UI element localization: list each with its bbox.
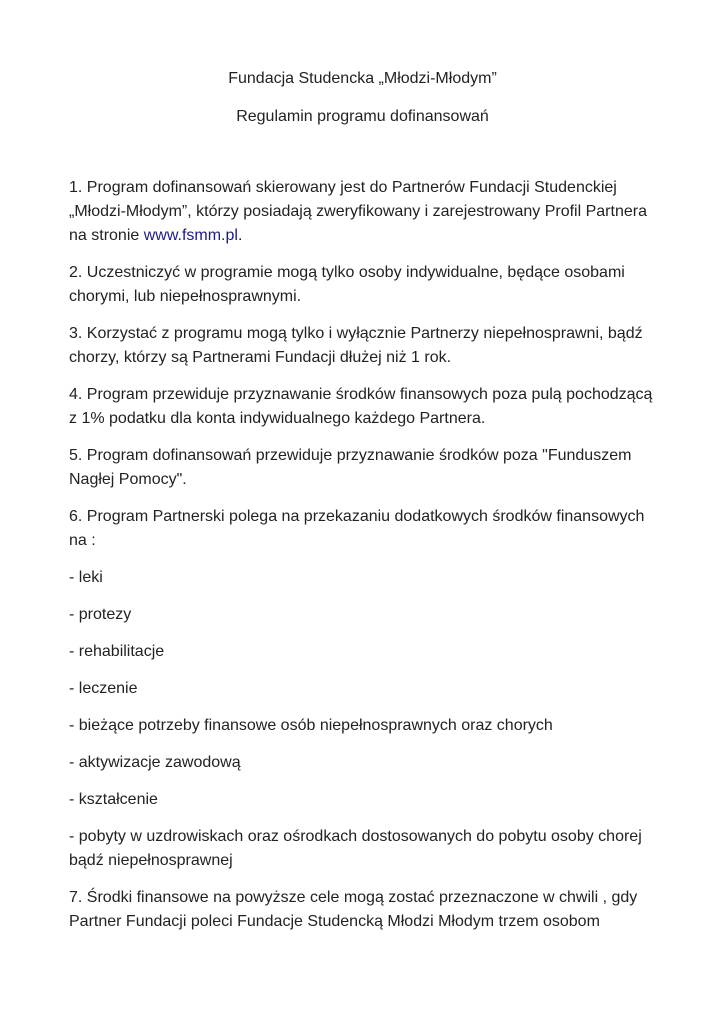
paragraph-5: 5. Program dofinansowań przewiduje przyznawanie środków poza "Funduszem Nagłej Pomocy". [69,447,632,488]
list-item: - kształcenie [69,791,158,808]
paragraph-2: 2. Uczestniczyć w programie mogą tylko osoby indywidualne, będące osobami chorymi, lub niepełnosprawnymi. [69,264,625,305]
paragraph-1-end: . [237,227,243,244]
paragraph-1-text: 1. Program dofinansowań skierowany jest do Partnerów Fundacji Studenckiej „Młodzi-Młodym”, którzy posiadają zweryfikowany i zarejestrowany Profil Partnera na stronie [69,179,647,244]
paragraph-1 [69,176,659,248]
paragraph-7: 7. Środki finansowe na powyższe cele mogą zostać przeznaczone w chwili , gdy Partner Fundacji poleci Fundacje Studencką Młodzi Młodym trzem osobom [69,889,638,930]
paragraph-6: 6. Program Partnerski polega na przekazaniu dodatkowych środków finansowych na : [69,508,645,549]
list-item: - pobyty w uzdrowiskach oraz ośrodkach dostosowanych do pobytu osoby chorej bądź niepełnosprawnej [69,828,642,869]
list-item: - leki [69,569,103,586]
list-item: - leczenie [69,680,138,697]
list-item: - rehabilitacje [69,643,165,660]
list-item: - aktywizacje zawodową [69,754,241,771]
document-body [69,176,659,947]
document-title: Fundacja Studencka „Młodzi-Młodym” [228,70,497,87]
paragraph-4: 4. Program przewiduje przyznawanie środków finansowych poza pulą pochodzącą z 1% podatku dla konta indywidualnego każdego Partnera. [69,386,653,427]
document-subtitle: Regulamin programu dofinansowań [236,108,489,125]
paragraph-3: 3. Korzystać z programu mogą tylko i wyłącznie Partnerzy niepełnosprawni, bądź chorzy, którzy są Partnerami Fundacji dłużej niż 1 rok. [69,325,643,366]
list-item: - protezy [69,606,132,623]
funding-purpose-list [69,566,659,873]
fsmm-website-link[interactable]: www.fsmm.pl [143,227,238,244]
list-item: - bieżące potrzeby finansowe osób niepełnosprawnych oraz chorych [69,717,553,734]
